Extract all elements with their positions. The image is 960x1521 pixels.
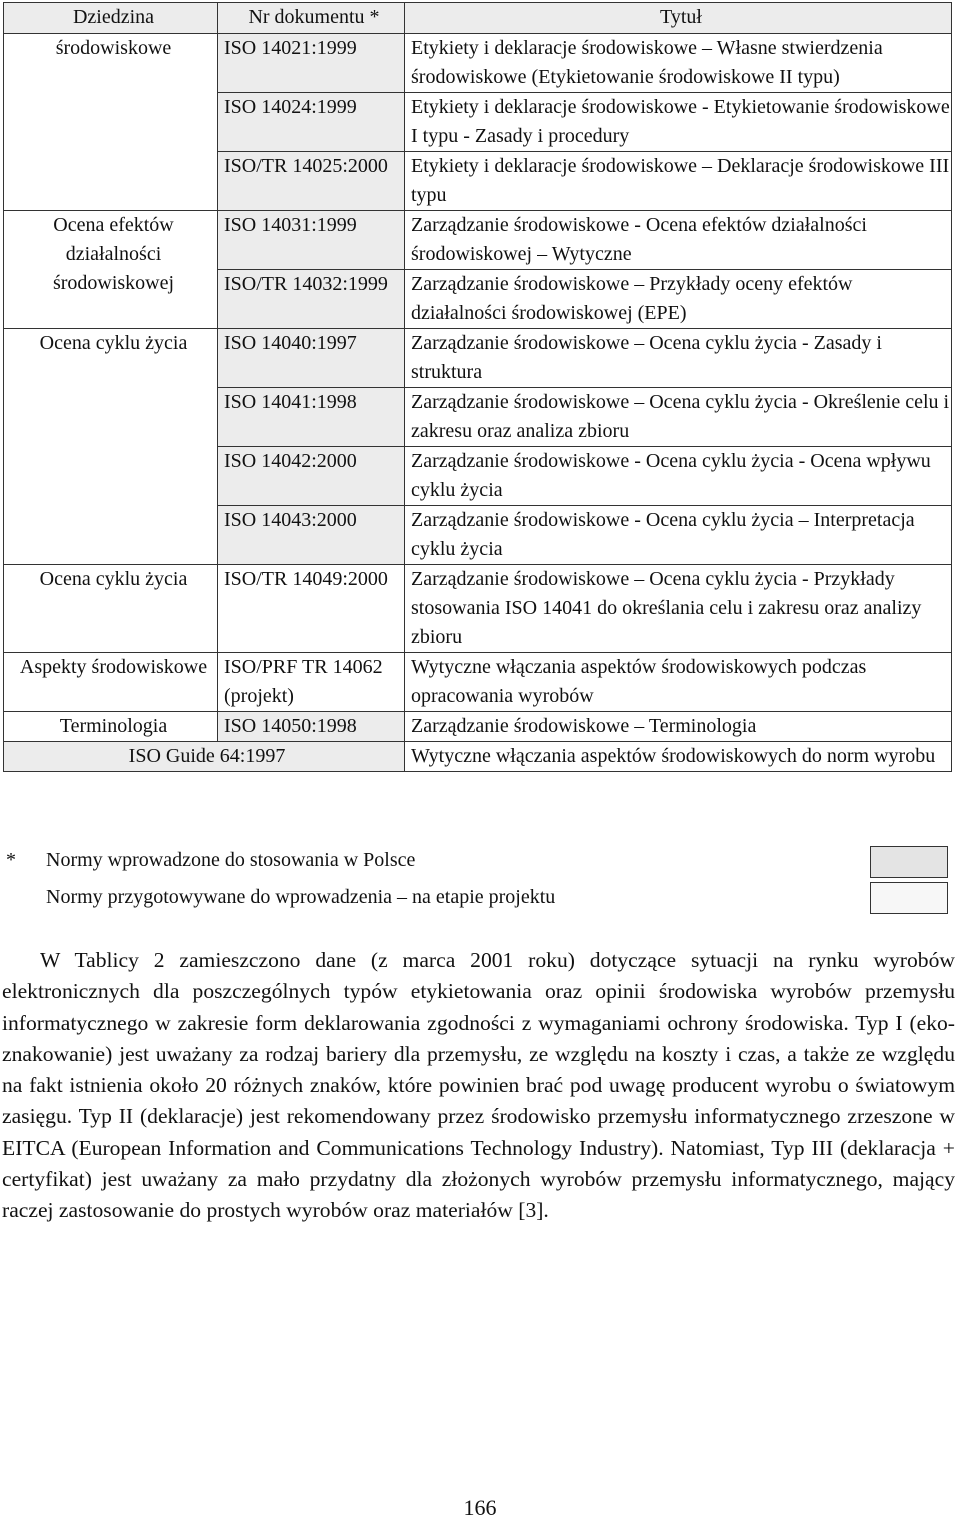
doc-number-cell: ISO 14031:1999 xyxy=(218,211,405,270)
legend-introduced xyxy=(6,849,415,872)
doc-number-cell: ISO 14041:1998 xyxy=(218,388,405,447)
title-cell: Zarządzanie środowiskowe - Ocena cyklu życia - Ocena wpływu cyklu życia xyxy=(405,447,952,506)
title-cell: Wytyczne włączania aspektów środowiskowych podczas opracowania wyrobów xyxy=(405,653,952,712)
doc-number-cell: ISO/TR 14025:2000 xyxy=(218,152,405,211)
table-row xyxy=(4,329,952,388)
doc-number-cell: ISO 14024:1999 xyxy=(218,93,405,152)
title-cell: Etykiety i deklaracje środowiskowe – Własne stwierdzenia środowiskowe (Etykietowanie środowiskowe II typu) xyxy=(405,34,952,93)
table-row xyxy=(4,34,952,93)
doc-number-cell: ISO 14050:1998 xyxy=(218,712,405,742)
title-cell: Zarządzanie środowiskowe – Ocena cyklu życia - Zasady i struktura xyxy=(405,329,952,388)
table-row xyxy=(4,712,952,742)
domain-cell: Ocena efektów działalności środowiskowej xyxy=(4,211,218,329)
table-row xyxy=(4,211,952,270)
legend-in-preparation-label: Normy przygotowywane do wprowadzenia – na etapie projektu xyxy=(46,886,556,908)
title-cell: Wytyczne włączania aspektów środowiskowych do norm wyrobu xyxy=(405,742,952,772)
domain-cell: Aspekty środowiskowe xyxy=(4,653,218,712)
table-header-row xyxy=(4,3,952,34)
legend-star: * xyxy=(6,849,16,871)
standards-table xyxy=(3,2,952,772)
title-cell: Zarządzanie środowiskowe - Ocena efektów działalności środowiskowej – Wytyczne xyxy=(405,211,952,270)
legend-plain-box xyxy=(870,882,948,914)
page-number: 166 xyxy=(463,1495,497,1520)
legend-shaded-box xyxy=(870,846,948,878)
doc-number-cell: ISO/TR 14032:1999 xyxy=(218,270,405,329)
domain-cell: Ocena cyklu życia xyxy=(4,565,218,653)
table-row xyxy=(4,565,952,653)
doc-number-cell: ISO 14021:1999 xyxy=(218,34,405,93)
table-row xyxy=(4,742,952,772)
doc-number-cell: ISO Guide 64:1997 xyxy=(4,742,405,772)
title-cell: Zarządzanie środowiskowe – Przykłady oceny efektów działalności środowiskowej (EPE) xyxy=(405,270,952,329)
title-cell: Zarządzanie środowiskowe – Ocena cyklu życia - Przykłady stosowania ISO 14041 do określania celu i zakresu oraz analizy zbioru xyxy=(405,565,952,653)
domain-cell: Terminologia xyxy=(4,712,218,742)
doc-number-cell: ISO 14042:2000 xyxy=(218,447,405,506)
doc-number-cell: ISO 14043:2000 xyxy=(218,506,405,565)
title-cell: Etykiety i deklaracje środowiskowe – Deklaracje środowiskowe III typu xyxy=(405,152,952,211)
title-cell: Zarządzanie środowiskowe – Terminologia xyxy=(405,712,952,742)
legend-introduced-label: Normy wprowadzone do stosowania w Polsce xyxy=(46,849,416,871)
doc-number-cell: ISO/PRF TR 14062 (projekt) xyxy=(218,653,405,712)
header-doc-number: Nr dokumentu * xyxy=(218,3,405,34)
title-cell: Etykiety i deklaracje środowiskowe - Etykietowanie środowiskowe I typu - Zasady i procedury xyxy=(405,93,952,152)
table-row xyxy=(4,653,952,712)
header-title: Tytuł xyxy=(405,3,952,34)
doc-number-cell: ISO/TR 14049:2000 xyxy=(218,565,405,653)
paragraph-text: W Tablicy 2 zamieszczono dane (z marca 2001 roku) dotyczące sytuacji na rynku wyrobów elektronicznych dla poszczególnych typów etykietowania oraz opinii środowiska wyrobów przemysłu informatycznego w zakresie form deklarowania zgodności z wymaganiami ochrony środowiska. Typ I (eko-znakowanie) jest uważany za rodzaj bariery dla przemysłu, ze względu na koszty i czas, a także ze względu na fakt istnienia około 20 różnych znaków, które powinien brać pod uwagę producent wyrobu o światowym zasięgu. Typ II (deklaracje) jest rekomendowany przez środowisko przemysłu informatycznego zrzeszone w EITCA (European Information and Communications Technology Industry). Natomiast, Typ III (deklaracja + certyfikat) jest uważany za mało przydatny dla złożonych wyrobów przemysłu informatycznego, mający raczej zastosowanie do prostych wyrobów oraz materiałów [3]. xyxy=(2,948,955,1223)
domain-cell: środowiskowe xyxy=(4,34,218,211)
title-cell: Zarządzanie środowiskowe - Ocena cyklu życia – Interpretacja cyklu życia xyxy=(405,506,952,565)
title-cell: Zarządzanie środowiskowe – Ocena cyklu życia - Określenie celu i zakresu oraz analiza zbioru xyxy=(405,388,952,447)
domain-cell: Ocena cyklu życia xyxy=(4,329,218,565)
doc-number-cell: ISO 14040:1997 xyxy=(218,329,405,388)
body-paragraph xyxy=(2,945,955,1227)
legend-in-preparation xyxy=(6,886,555,909)
header-domain: Dziedzina xyxy=(4,3,218,34)
